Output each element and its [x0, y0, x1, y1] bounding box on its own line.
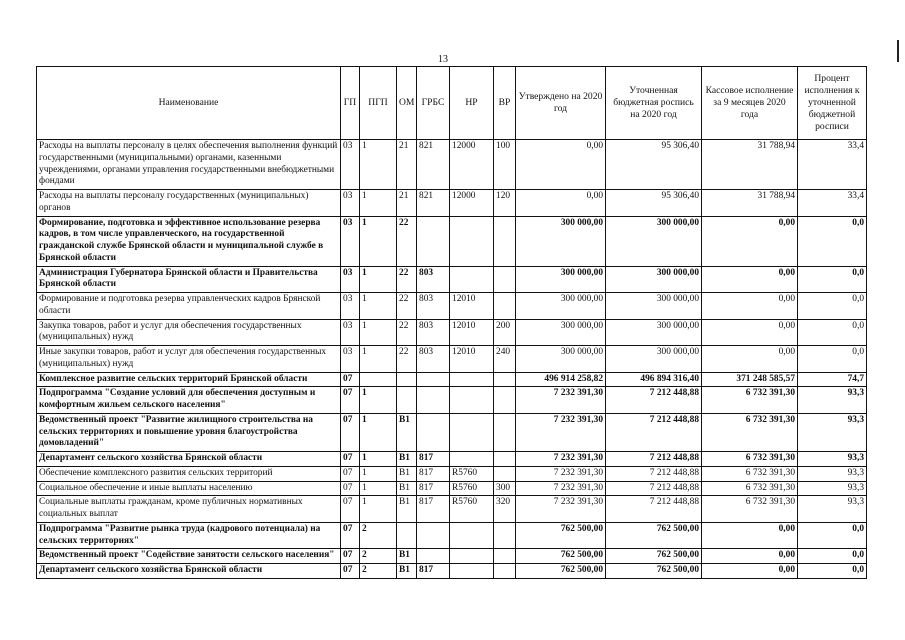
cell-grbs: [417, 372, 450, 387]
cell-ppgp: 1: [360, 466, 397, 481]
cell-grbs: 817: [417, 481, 450, 496]
cell-approved: 762 500,00: [516, 549, 606, 564]
cell-percent: 33,4: [798, 190, 867, 217]
cell-refined: 762 500,00: [606, 522, 702, 549]
cell-gp: 03: [341, 293, 360, 320]
cell-grbs: 817: [417, 466, 450, 481]
cell-grbs: [417, 522, 450, 549]
cell-cash: 6 732 391,30: [702, 466, 798, 481]
cell-nr: [450, 372, 494, 387]
cell-vr: [494, 549, 516, 564]
cell-vr: 240: [494, 346, 516, 373]
cell-approved: 7 232 391,30: [516, 413, 606, 451]
margin-mark: [897, 40, 899, 62]
cell-name: Ведомственный проект "Содействие занятости сельского населения": [37, 549, 341, 564]
cell-grbs: 817: [417, 452, 450, 467]
cell-approved: 0,00: [516, 190, 606, 217]
cell-refined: 300 000,00: [606, 319, 702, 346]
cell-om: [397, 522, 417, 549]
cell-percent: 93,3: [798, 413, 867, 451]
cell-name: Департамент сельского хозяйства Брянской области: [37, 452, 341, 467]
cell-grbs: 803: [417, 346, 450, 373]
cell-gp: 07: [341, 522, 360, 549]
cell-vr: 120: [494, 190, 516, 217]
cell-om: 22: [397, 293, 417, 320]
col-header-grbs: ГРБС: [417, 67, 450, 140]
cell-ppgp: 1: [360, 452, 397, 467]
cell-approved: 7 232 391,30: [516, 496, 606, 523]
cell-approved: 0,00: [516, 140, 606, 190]
cell-om: 22: [397, 319, 417, 346]
cell-om: В1: [397, 549, 417, 564]
cell-vr: [494, 372, 516, 387]
cell-grbs: 803: [417, 293, 450, 320]
cell-nr: [450, 216, 494, 266]
cell-ppgp: 2: [360, 564, 397, 579]
col-header-vr: ВР: [494, 67, 516, 140]
cell-ppgp: 1: [360, 140, 397, 190]
col-header-approved: Утверждено на 2020 год: [516, 67, 606, 140]
table-row: [37, 190, 867, 217]
cell-nr: 12000: [450, 190, 494, 217]
cell-refined: 300 000,00: [606, 293, 702, 320]
table-row: [37, 452, 867, 467]
cell-vr: [494, 452, 516, 467]
cell-percent: 93,3: [798, 496, 867, 523]
cell-ppgp: 1: [360, 496, 397, 523]
budget-table: [36, 66, 867, 579]
table-row: [37, 466, 867, 481]
cell-gp: 07: [341, 564, 360, 579]
cell-name: Расходы на выплаты персоналу в целях обеспечения выполнения функций государственными (муниципальными) органами, казенными учреждениями, органами управления государственными внебюджетными фондами: [37, 140, 341, 190]
cell-approved: 300 000,00: [516, 346, 606, 373]
cell-percent: 93,3: [798, 387, 867, 414]
table-row: [37, 481, 867, 496]
cell-gp: 07: [341, 481, 360, 496]
cell-grbs: 803: [417, 266, 450, 293]
cell-gp: 03: [341, 319, 360, 346]
cell-gp: 07: [341, 387, 360, 414]
table-row: [37, 346, 867, 373]
cell-cash: 371 248 585,57: [702, 372, 798, 387]
cell-nr: 12010: [450, 293, 494, 320]
cell-approved: 7 232 391,30: [516, 481, 606, 496]
cell-refined: 7 212 448,88: [606, 496, 702, 523]
cell-cash: 0,00: [702, 266, 798, 293]
cell-name: Обеспечение комплексного развития сельских территорий: [37, 466, 341, 481]
cell-cash: 0,00: [702, 346, 798, 373]
cell-ppgp: 1: [360, 216, 397, 266]
cell-approved: 300 000,00: [516, 319, 606, 346]
cell-om: В1: [397, 466, 417, 481]
cell-refined: 7 212 448,88: [606, 387, 702, 414]
table-row: [37, 549, 867, 564]
cell-cash: 0,00: [702, 293, 798, 320]
cell-vr: [494, 522, 516, 549]
cell-name: Ведомственный проект "Развитие жилищного строительства на сельских территориях и повышение уровня благоустройства домовладений": [37, 413, 341, 451]
table-row: [37, 266, 867, 293]
cell-cash: 0,00: [702, 522, 798, 549]
cell-om: 21: [397, 190, 417, 217]
col-header-cash: Кассовое исполнение за 9 месяцев 2020 года: [702, 67, 798, 140]
header-row: [37, 67, 867, 140]
cell-percent: 0,0: [798, 564, 867, 579]
cell-percent: 0,0: [798, 266, 867, 293]
col-header-ppgp: ПГП: [360, 67, 397, 140]
cell-percent: 0,0: [798, 522, 867, 549]
cell-vr: [494, 413, 516, 451]
cell-om: В1: [397, 413, 417, 451]
cell-nr: 12000: [450, 140, 494, 190]
cell-nr: R5760: [450, 496, 494, 523]
cell-cash: 6 732 391,30: [702, 481, 798, 496]
cell-gp: 07: [341, 413, 360, 451]
cell-ppgp: 1: [360, 346, 397, 373]
table-row: [37, 293, 867, 320]
cell-ppgp: 1: [360, 481, 397, 496]
cell-cash: 0,00: [702, 549, 798, 564]
cell-grbs: 803: [417, 319, 450, 346]
cell-vr: [494, 564, 516, 579]
cell-om: [397, 387, 417, 414]
cell-vr: 200: [494, 319, 516, 346]
table-row: [37, 413, 867, 451]
cell-name: Закупка товаров, работ и услуг для обеспечения государственных (муниципальных) нужд: [37, 319, 341, 346]
cell-approved: 300 000,00: [516, 293, 606, 320]
cell-refined: 7 212 448,88: [606, 466, 702, 481]
cell-percent: 0,0: [798, 346, 867, 373]
cell-approved: 7 232 391,30: [516, 466, 606, 481]
cell-om: В1: [397, 452, 417, 467]
cell-grbs: [417, 216, 450, 266]
cell-name: Формирование и подготовка резерва управленческих кадров Брянской области: [37, 293, 341, 320]
cell-vr: [494, 266, 516, 293]
cell-ppgp: 1: [360, 413, 397, 451]
cell-cash: 6 732 391,30: [702, 387, 798, 414]
cell-om: В1: [397, 496, 417, 523]
col-header-nr: НР: [450, 67, 494, 140]
cell-gp: 07: [341, 466, 360, 481]
col-header-refined: Уточненная бюджетная роспись на 2020 год: [606, 67, 702, 140]
page-number: 13: [438, 54, 448, 65]
cell-grbs: [417, 413, 450, 451]
cell-approved: 762 500,00: [516, 564, 606, 579]
cell-refined: 95 306,40: [606, 190, 702, 217]
cell-name: Социальные выплаты гражданам, кроме публичных нормативных социальных выплат: [37, 496, 341, 523]
cell-nr: [450, 549, 494, 564]
cell-om: 21: [397, 140, 417, 190]
cell-vr: [494, 216, 516, 266]
cell-gp: 03: [341, 266, 360, 293]
cell-gp: 07: [341, 496, 360, 523]
cell-cash: 6 732 391,30: [702, 496, 798, 523]
cell-approved: 7 232 391,30: [516, 387, 606, 414]
cell-cash: 31 788,94: [702, 190, 798, 217]
cell-approved: 300 000,00: [516, 216, 606, 266]
cell-nr: 12010: [450, 346, 494, 373]
table-row: [37, 564, 867, 579]
cell-nr: [450, 266, 494, 293]
col-header-percent: Процент исполнения к уточненной бюджетной росписи: [798, 67, 867, 140]
cell-percent: 0,0: [798, 549, 867, 564]
cell-percent: 0,0: [798, 216, 867, 266]
cell-ppgp: 2: [360, 522, 397, 549]
cell-grbs: 817: [417, 564, 450, 579]
cell-gp: 07: [341, 452, 360, 467]
cell-refined: 95 306,40: [606, 140, 702, 190]
cell-refined: 300 000,00: [606, 216, 702, 266]
cell-om: В1: [397, 481, 417, 496]
table-row: [37, 372, 867, 387]
cell-gp: 03: [341, 140, 360, 190]
table-row: [37, 496, 867, 523]
cell-refined: 7 212 448,88: [606, 481, 702, 496]
cell-om: 22: [397, 216, 417, 266]
table-row: [37, 319, 867, 346]
cell-gp: 07: [341, 372, 360, 387]
table-row: [37, 387, 867, 414]
cell-approved: 762 500,00: [516, 522, 606, 549]
cell-ppgp: 1: [360, 266, 397, 293]
table-row: [37, 522, 867, 549]
cell-name: Социальное обеспечение и иные выплаты населению: [37, 481, 341, 496]
cell-cash: 31 788,94: [702, 140, 798, 190]
cell-grbs: 821: [417, 190, 450, 217]
cell-refined: 7 212 448,88: [606, 413, 702, 451]
cell-gp: 03: [341, 216, 360, 266]
cell-ppgp: 1: [360, 190, 397, 217]
cell-approved: 300 000,00: [516, 266, 606, 293]
cell-vr: 320: [494, 496, 516, 523]
cell-name: Подпрограмма "Развитие рынка труда (кадрового потенциала) на сельских территориях": [37, 522, 341, 549]
cell-gp: 07: [341, 549, 360, 564]
table-row: [37, 216, 867, 266]
cell-ppgp: 2: [360, 549, 397, 564]
cell-om: В1: [397, 564, 417, 579]
table-row: [37, 140, 867, 190]
cell-vr: [494, 293, 516, 320]
cell-grbs: [417, 387, 450, 414]
cell-cash: 0,00: [702, 319, 798, 346]
cell-om: 22: [397, 266, 417, 293]
cell-name: Формирование, подготовка и эффективное использование резерва кадров, в том числе управленческого, на государственной гражданской службе Брянской области и муниципальной службе в Брянской области: [37, 216, 341, 266]
cell-refined: 300 000,00: [606, 266, 702, 293]
cell-gp: 03: [341, 190, 360, 217]
cell-cash: 6 732 391,30: [702, 413, 798, 451]
cell-nr: [450, 387, 494, 414]
cell-cash: 6 732 391,30: [702, 452, 798, 467]
cell-ppgp: [360, 372, 397, 387]
cell-name: Комплексное развитие сельских территорий Брянской области: [37, 372, 341, 387]
cell-refined: 762 500,00: [606, 549, 702, 564]
cell-ppgp: 1: [360, 387, 397, 414]
cell-name: Расходы на выплаты персоналу государственных (муниципальных) органов: [37, 190, 341, 217]
cell-cash: 0,00: [702, 564, 798, 579]
cell-refined: 762 500,00: [606, 564, 702, 579]
cell-vr: 100: [494, 140, 516, 190]
cell-percent: 74,7: [798, 372, 867, 387]
cell-approved: 496 914 258,82: [516, 372, 606, 387]
cell-name: Подпрограмма "Создание условий для обеспечения доступным и комфортным жильем сельского населения": [37, 387, 341, 414]
col-header-name: Наименование: [37, 67, 341, 140]
cell-grbs: [417, 549, 450, 564]
cell-percent: 0,0: [798, 319, 867, 346]
cell-ppgp: 1: [360, 293, 397, 320]
cell-refined: 300 000,00: [606, 346, 702, 373]
cell-om: [397, 372, 417, 387]
cell-nr: [450, 413, 494, 451]
cell-percent: 93,3: [798, 452, 867, 467]
cell-refined: 496 894 316,40: [606, 372, 702, 387]
cell-nr: R5760: [450, 466, 494, 481]
cell-percent: 0,0: [798, 293, 867, 320]
cell-ppgp: 1: [360, 319, 397, 346]
cell-percent: 93,3: [798, 481, 867, 496]
cell-om: 22: [397, 346, 417, 373]
cell-vr: [494, 466, 516, 481]
cell-name: Департамент сельского хозяйства Брянской области: [37, 564, 341, 579]
cell-gp: 03: [341, 346, 360, 373]
cell-name: Иные закупки товаров, работ и услуг для обеспечения государственных (муниципальных) нужд: [37, 346, 341, 373]
cell-grbs: 821: [417, 140, 450, 190]
cell-name: Администрация Губернатора Брянской области и Правительства Брянской области: [37, 266, 341, 293]
cell-nr: [450, 522, 494, 549]
cell-vr: [494, 387, 516, 414]
cell-nr: [450, 564, 494, 579]
cell-refined: 7 212 448,88: [606, 452, 702, 467]
col-header-om: ОМ: [397, 67, 417, 140]
cell-nr: 12010: [450, 319, 494, 346]
cell-grbs: 817: [417, 496, 450, 523]
cell-cash: 0,00: [702, 216, 798, 266]
col-header-gp: ГП: [341, 67, 360, 140]
cell-approved: 7 232 391,30: [516, 452, 606, 467]
cell-vr: 300: [494, 481, 516, 496]
cell-nr: R5760: [450, 481, 494, 496]
cell-percent: 93,3: [798, 466, 867, 481]
cell-percent: 33,4: [798, 140, 867, 190]
cell-nr: [450, 452, 494, 467]
